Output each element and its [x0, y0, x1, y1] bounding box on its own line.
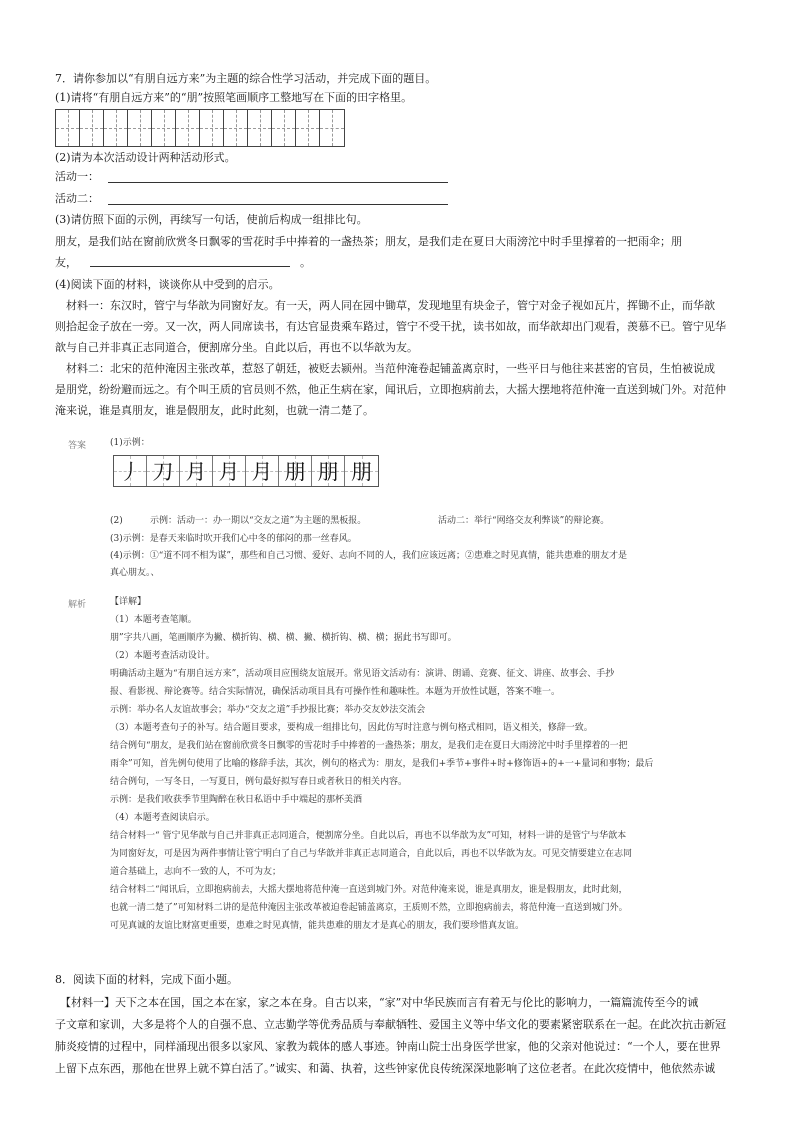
analysis-line: 朋”字共八画，笔画顺序为撇、横折钩、横、横、撇、横折钩、横、横；据此书写即可。 [110, 633, 457, 643]
grid-cell[interactable] [320, 110, 344, 146]
analysis-line: 结合例句“朋友，是我们站在窗前欣赏冬日飘零的雪花时手中捧着的一盏热茶；朋友，是我们走在夏日大雨滂沱中时手里撑着的一把 [110, 741, 628, 751]
answer-activity2: 活动二：举行“网络交友利弊谈”的辩论赛。 [438, 516, 610, 526]
q7-part4: (4)阅读下面的材料，谈谈你从中受到的启示。 [55, 278, 280, 291]
grid-cell[interactable] [128, 110, 152, 146]
analysis-line: 为同窗好友，可是因为两件事情让管宁明白了自己与华歆并非真正志同道合，自此以后，再也不以华歆为友。可见交情要建立在志同 [110, 849, 633, 859]
grid-cell[interactable] [56, 110, 80, 146]
q8-title: 8．阅读下面的材料，完成下面小题。 [55, 973, 238, 986]
grid-cell[interactable] [80, 110, 104, 146]
q7-part2: (2)请为本次活动设计两种活动形式。 [55, 151, 236, 164]
q8-material-line: 肺炎疫情的过程中，同样涌现出很多以家风、家教为载体的感人事迹。钟南山院士出身医学世家，他的父亲对他说过：“一个人，要在世界 [55, 1040, 721, 1053]
answer-part2-label: (2) [110, 516, 123, 526]
analysis-line: 结合材料一“ 管宁见华歆与自己并非真正志同道合，便割席分坐。自此以后，再也不以华歆为友”可知，材料一讲的是管宁与华歆本 [110, 831, 627, 841]
analysis-line: 结合例句，一写冬日，一写夏日，例句最好拟写春日或者秋日的相关内容。 [110, 777, 408, 787]
stroke-cell: 朋 [279, 456, 312, 486]
analysis-line: 也就一清二楚了”可知材料二讲的是范仲淹因主张改革被迫卷起铺盖离京，王质则不然，立即抱病前去，将范仲淹一直送到城门外。 [110, 903, 628, 913]
analysis-line: 示例：是我们收获季节里陶醉在秋日私语中手中端起的那杯美酒 [110, 795, 363, 805]
parallel-sentence-answer-line[interactable] [90, 266, 290, 267]
stroke-cell: 朋 [345, 456, 378, 486]
analysis-line: （3）本题考查句子的补写。结合题目要求，要构成一组排比句，因此仿写时注意与例句格式相同，语义相关，修辞一致。 [110, 723, 593, 733]
answer-tag: 答案 [68, 441, 87, 451]
grid-cell[interactable] [176, 110, 200, 146]
material1-line: 则拾起金子放在一旁。又一次，两人同席读书，有达官显贵乘车路过，管宁不受干扰，读书如故，而华歆却出门观看，羡慕不已。管宁见华 [55, 320, 726, 333]
material1-line: 材料一：东汉时，管宁与华歆为同窗好友。有一天，两人同在园中锄草，发现地里有块金子，管宁对金子视如瓦片，挥锄不止，而华歆 [66, 299, 715, 312]
grid-cell[interactable] [224, 110, 248, 146]
grid-cell[interactable] [152, 110, 176, 146]
activity2-label: 活动二： [55, 192, 99, 205]
analysis-line: 示例：举办名人友谊故事会；举办“交友之道”手抄报比赛；举办交友妙法交流会 [110, 705, 426, 715]
activity1-answer-line[interactable] [108, 182, 448, 183]
stroke-cell: 朋 [312, 456, 345, 486]
answer-activity1: 示例：活动一：办一期以“交友之道”为主题的黑板报。 [150, 516, 367, 526]
answer-part3: (3)示例：是春天来临时吹开我们心中冬的郁闷的那一丝春风。 [110, 534, 357, 544]
analysis-line: 道合基础上，志向不一致的人，不可为友； [110, 867, 282, 877]
stroke-cell: 月 [180, 456, 213, 486]
analysis-line: （2）本题考查活动设计。 [110, 651, 215, 661]
stroke-cell: 月 [246, 456, 279, 486]
q7-part3: (3)请仿照下面的示例，再续写一句话，使前后构成一组排比句。 [55, 213, 368, 226]
analysis-line: （1）本题考查笔顺。 [110, 615, 197, 625]
q7-part1: (1)请将“有朋自远方来”的“朋”按照笔画顺序工整地写在下面的田字格里。 [55, 91, 413, 104]
example-sentence-line1: 朋友，是我们站在窗前欣赏冬日飘零的雪花时手中捧着的一盏热茶；朋友，是我们走在夏日大雨滂沱中时手里撑着的一把雨伞；朋 [55, 235, 682, 248]
example-sentence-line2-start: 友， [55, 256, 77, 269]
analysis-line: 明确活动主题为“有朋自远方来”，活动项目应围绕友谊展开。常见语文活动有：演讲、朗诵、竞赛、征文、讲座、故事会、手抄 [110, 669, 615, 679]
analysis-line: 结合材料二“闻讯后，立即抱病前去，大摇大摆地将范仲淹一直送到城门外。对范仲淹来说，谁是真朋友，谁是假朋友，此时此刻， [110, 885, 628, 895]
q8-material-line: 上留下点东西，那他在世界上就不算白活了。”诚实、和蔼、执着，这些钟家优良传统深深地影响了这位老者。在此次疫情中，他依然赤诚 [55, 1062, 716, 1075]
stroke-cell: 月 [213, 456, 246, 486]
analysis-line: （4）本题考查阅读启示。 [110, 813, 215, 823]
stroke-order-grid [113, 455, 379, 487]
grid-cell[interactable] [104, 110, 128, 146]
stroke-cell: 丿 [114, 456, 147, 486]
grid-cell[interactable] [248, 110, 272, 146]
stroke-cell: 刀 [147, 456, 180, 486]
grid-cell[interactable] [272, 110, 296, 146]
example-sentence-line2-end: 。 [300, 256, 311, 269]
answer-part4: (4)示例：①“道不同不相为谋”，那些和自己习惯、爱好、志向不同的人，我们应该远离；②患难之时见真情，能共患难的朋友才是 [110, 551, 627, 561]
answer-part4-cont: 真心朋友。、 [110, 568, 160, 578]
grid-cell[interactable] [296, 110, 320, 146]
analysis-tag: 解析 [68, 600, 87, 610]
material2-line: 是朋党，纷纷避而远之。有个叫王质的官员则不然，他正生病在家，闻讯后，立即抱病前去，大摇大摆地将范仲淹一直送到城门外。对范仲 [55, 383, 726, 396]
answer-part1: (1)示例： [110, 438, 150, 448]
q8-material-line: 【材料一】天下之本在国，国之本在家，家之本在身。自古以来，“家”对中华民族而言有着无与伦比的影响力，一篇篇流传至今的诫 [60, 996, 699, 1009]
material2-line: 淹来说，谁是真朋友，谁是假朋友，此时此刻，也就一清二楚了。 [55, 404, 374, 417]
activity1-label: 活动一： [55, 170, 99, 183]
activity2-answer-line[interactable] [108, 204, 448, 205]
analysis-line: 可见真诚的友谊比财富更重要，患难之时见真情，能共患难的朋友才是真心的朋友，我们要珍惜真友谊。 [110, 921, 525, 931]
analysis-line: 【详解】 [110, 597, 147, 607]
grid-cell[interactable] [200, 110, 224, 146]
analysis-line: 雨伞”可知，首先例句使用了比喻的修辞手法，其次，例句的格式为：朋友，是我们+季节+事件+时+修饰语+的+一+量词和事物；最后 [110, 759, 654, 769]
analysis-line: 报、看影视、辩论赛等。结合实际情况，确保活动项目具有可操作性和趣味性。本题为开放性试题，答案不唯一。 [110, 687, 561, 697]
material2-line: 材料二：北宋的范仲淹因主张改革，惹怒了朝廷，被贬去颍州。当范仲淹卷起铺盖离京时，一些平日与他往来甚密的官员，生怕被说成 [66, 362, 715, 375]
tianzige-grid-empty[interactable] [55, 109, 345, 147]
q7-title: 7．请你参加以“有朋自远方来”为主题的综合性学习活动，并完成下面的题目。 [55, 72, 437, 85]
material1-line: 歆与自己并非真正志同道合，便割席分坐。自此以后，再也不以华歆为友。 [55, 341, 418, 354]
q8-material-line: 子文章和家训，大多是将个人的自强不息、立志勤学等优秀品质与奉献牺牲、爱国主义等中华文化的要素紧密联系在一起。在此次抗击新冠 [55, 1018, 726, 1031]
